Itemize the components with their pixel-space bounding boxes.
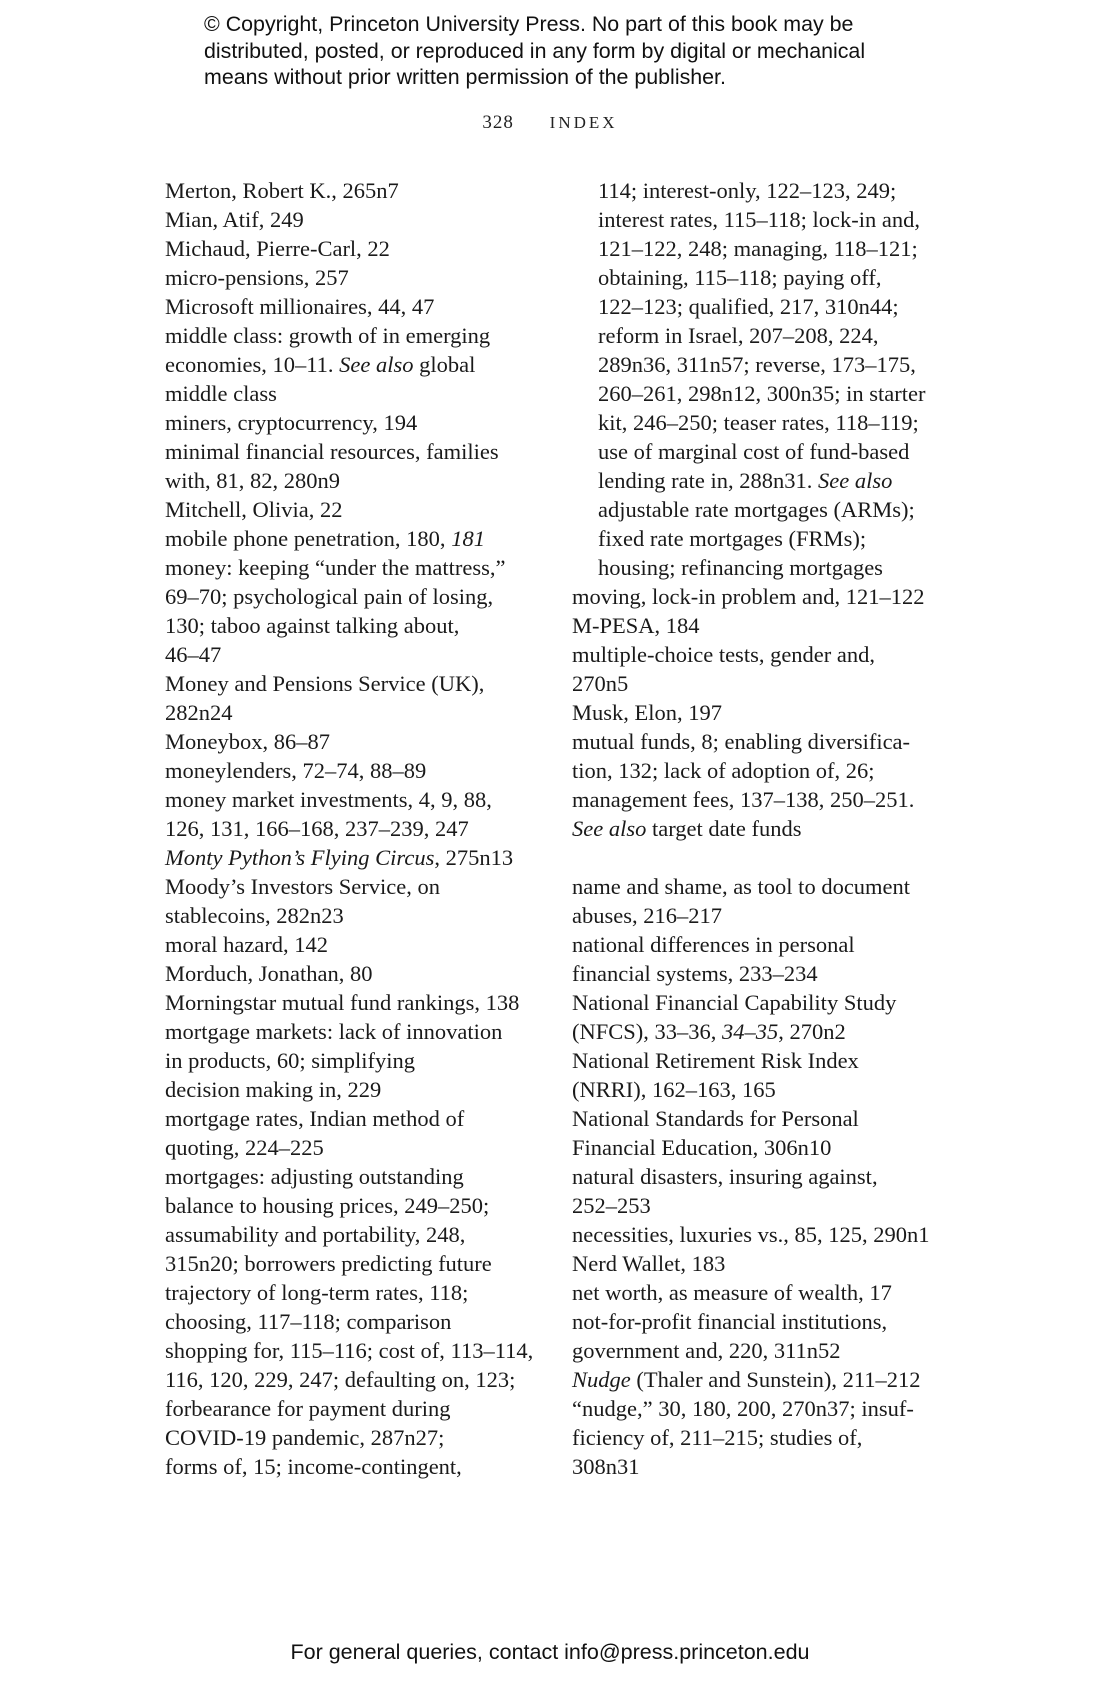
index-entry-line: net worth, as measure of wealth, 17 xyxy=(572,1280,892,1305)
index-entry xyxy=(572,727,972,843)
index-entry-line: not-for-profit financial institutions, xyxy=(572,1309,888,1334)
index-entry-line: (NRRI), 162–163, 165 xyxy=(572,1077,776,1102)
index-entry xyxy=(572,1220,972,1249)
index-entry xyxy=(165,1162,545,1481)
index-entry xyxy=(572,698,972,727)
index-entry xyxy=(572,1249,972,1278)
copyright-notice xyxy=(204,11,924,91)
index-entry-line: use of marginal cost of fund-based xyxy=(598,439,910,464)
index-entry-line: money: keeping “under the mattress,” xyxy=(165,555,506,580)
index-entry-line: minimal financial resources, families xyxy=(165,439,499,464)
index-entry xyxy=(165,553,545,669)
index-entry-line: fixed rate mortgages (FRMs); xyxy=(598,526,867,551)
index-entry-continuation xyxy=(572,176,972,582)
index-entry xyxy=(165,988,545,1017)
index-entry-line: adjustable rate mortgages (ARMs); xyxy=(598,497,915,522)
index-entry-line: 46–47 xyxy=(165,642,222,667)
index-entry-line: trajectory of long-term rates, 118; xyxy=(165,1280,469,1305)
index-entry xyxy=(572,1278,972,1307)
index-entry xyxy=(165,785,545,843)
index-entry-line: National Retirement Risk Index xyxy=(572,1048,859,1073)
index-entry-line: 114; interest-only, 122–123, 249; xyxy=(598,178,897,203)
index-entry-line: “nudge,” 30, 180, 200, 270n37; insuf- xyxy=(572,1396,914,1421)
index-entry-line: 126, 131, 166–168, 237–239, 247 xyxy=(165,816,469,841)
index-entry xyxy=(165,1104,545,1162)
index-entry-line: moral hazard, 142 xyxy=(165,932,329,957)
index-entry-line: reform in Israel, 207–208, 224, xyxy=(598,323,879,348)
index-entry-line: government and, 220, 311n52 xyxy=(572,1338,841,1363)
index-entry-line: multiple-choice tests, gender and, xyxy=(572,642,876,667)
index-entry-line: in products, 60; simplifying xyxy=(165,1048,415,1073)
index-entry xyxy=(165,756,545,785)
index-entry-line: shopping for, 115–116; cost of, 113–114, xyxy=(165,1338,534,1363)
index-entry xyxy=(165,669,545,727)
index-entry-line: Mitchell, Olivia, 22 xyxy=(165,497,343,522)
index-entry-line: financial systems, 233–234 xyxy=(572,961,818,986)
index-entry-line: interest rates, 115–118; lock-in and, xyxy=(598,207,920,232)
index-entry-line: Morningstar mutual fund rankings, 138 xyxy=(165,990,520,1015)
index-column-right xyxy=(572,176,972,1481)
index-entry xyxy=(165,1017,545,1104)
index-entry xyxy=(572,611,972,640)
index-entry-line: 252–253 xyxy=(572,1193,651,1218)
index-entry-line: ficiency of, 211–215; studies of, xyxy=(572,1425,863,1450)
index-entry-line: COVID-19 pandemic, 287n27; xyxy=(165,1425,445,1450)
index-entry-line: necessities, luxuries vs., 85, 125, 290n1 xyxy=(572,1222,930,1247)
index-entry-line: 130; taboo against talking about, xyxy=(165,613,460,638)
letter-gap xyxy=(572,843,972,872)
index-entry-line: Financial Education, 306n10 xyxy=(572,1135,832,1160)
index-entry xyxy=(165,292,545,321)
index-entry-line: obtaining, 115–118; paying off, xyxy=(598,265,882,290)
index-entry xyxy=(572,582,972,611)
index-entry xyxy=(572,930,972,988)
index-entry-line: mortgage markets: lack of innovation xyxy=(165,1019,503,1044)
index-entry-line: 260–261, 298n12, 300n35; in starter xyxy=(598,381,926,406)
index-entry-line: middle class xyxy=(165,381,277,406)
index-entry xyxy=(165,176,545,205)
index-entry-line: Microsoft millionaires, 44, 47 xyxy=(165,294,435,319)
index-entry-line: Merton, Robert K., 265n7 xyxy=(165,178,399,203)
index-entry-line: mutual funds, 8; enabling diversifica- xyxy=(572,729,911,754)
index-entry xyxy=(165,930,545,959)
index-entry-line: mobile phone penetration, 180, 181 xyxy=(165,526,485,551)
index-entry-line: management fees, 137–138, 250–251. xyxy=(572,787,915,812)
index-entry-line: mortgages: adjusting outstanding xyxy=(165,1164,464,1189)
index-entry xyxy=(572,640,972,698)
index-entry-line: miners, cryptocurrency, 194 xyxy=(165,410,418,435)
copyright-line: © Copyright, Princeton University Press. No part of this book may be xyxy=(204,12,854,36)
index-entry xyxy=(165,959,545,988)
index-entry-line: forbearance for payment during xyxy=(165,1396,451,1421)
index-entry-line: Money and Pensions Service (UK), xyxy=(165,671,485,696)
index-entry-line: natural disasters, insuring against, xyxy=(572,1164,878,1189)
index-entry-line: micro-pensions, 257 xyxy=(165,265,349,290)
index-entry xyxy=(165,437,545,495)
index-entry-line: 116, 120, 229, 247; defaulting on, 123; xyxy=(165,1367,516,1392)
index-entry xyxy=(165,872,545,930)
index-entry-line: Moody’s Investors Service, on xyxy=(165,874,440,899)
index-entry-line: Nudge (Thaler and Sunstein), 211–212 xyxy=(572,1367,921,1392)
index-entry-line: National Standards for Personal xyxy=(572,1106,859,1131)
footer-contact: For general queries, contact info@press.princeton.edu xyxy=(290,1640,810,1664)
index-entry xyxy=(572,1104,972,1162)
index-entry xyxy=(165,205,545,234)
index-entry-line: Michaud, Pierre-Carl, 22 xyxy=(165,236,390,261)
page-number: 328 xyxy=(482,112,514,133)
index-entry xyxy=(572,988,972,1046)
index-entry-line: 282n24 xyxy=(165,700,233,725)
index-entry xyxy=(165,408,545,437)
index-entry-line: economies, 10–11. See also global xyxy=(165,352,476,377)
index-entry-line: choosing, 117–118; comparison xyxy=(165,1309,452,1334)
index-entry-line: (NFCS), 33–36, 34–35, 270n2 xyxy=(572,1019,846,1044)
index-entry-line: tion, 132; lack of adoption of, 26; xyxy=(572,758,875,783)
index-entry-line: 315n20; borrowers predicting future xyxy=(165,1251,492,1276)
index-entry-line: moneylenders, 72–74, 88–89 xyxy=(165,758,427,783)
index-entry xyxy=(165,321,545,408)
index-entry-line: middle class: growth of in emerging xyxy=(165,323,491,348)
index-entry-line: M-PESA, 184 xyxy=(572,613,700,638)
index-entry-line: with, 81, 82, 280n9 xyxy=(165,468,341,493)
index-entry xyxy=(572,1365,972,1394)
index-entry xyxy=(165,727,545,756)
page-title: INDEX xyxy=(549,113,618,132)
index-entry-line: Mian, Atif, 249 xyxy=(165,207,304,232)
index-entry-line: assumability and portability, 248, xyxy=(165,1222,466,1247)
index-entry xyxy=(572,1307,972,1365)
index-entry-line: 289n36, 311n57; reverse, 173–175, xyxy=(598,352,916,377)
index-entry-line: name and shame, as tool to document xyxy=(572,874,911,899)
copyright-line: distributed, posted, or reproduced in any form by digital or mechanical xyxy=(204,38,866,63)
index-entry-line: 121–122, 248; managing, 118–121; xyxy=(598,236,918,261)
index-entry-line: money market investments, 4, 9, 88, xyxy=(165,787,492,812)
index-entry-line: 270n5 xyxy=(572,671,629,696)
index-entry-line: stablecoins, 282n23 xyxy=(165,903,344,928)
index-entry-line: Moneybox, 86–87 xyxy=(165,729,330,754)
index-entry-line: national differences in personal xyxy=(572,932,855,957)
index-entry-line: quoting, 224–225 xyxy=(165,1135,324,1160)
copyright-line: means without prior written permission of the publisher. xyxy=(204,65,726,89)
index-entry-line: moving, lock-in problem and, 121–122 xyxy=(572,584,925,609)
index-entry-line: Musk, Elon, 197 xyxy=(572,700,723,725)
index-entry-line: National Financial Capability Study xyxy=(572,990,897,1015)
index-entry xyxy=(165,263,545,292)
index-entry xyxy=(572,1394,972,1481)
index-entry-line: 69–70; psychological pain of losing, xyxy=(165,584,494,609)
index-entry-line: Nerd Wallet, 183 xyxy=(572,1251,726,1276)
index-entry xyxy=(165,234,545,263)
index-entry-line: mortgage rates, Indian method of xyxy=(165,1106,465,1131)
index-entry xyxy=(165,524,545,553)
index-entry xyxy=(165,495,545,524)
index-column-left xyxy=(165,176,545,1481)
index-entry-line: Morduch, Jonathan, 80 xyxy=(165,961,373,986)
index-entry-line: forms of, 15; income-contingent, xyxy=(165,1454,462,1479)
index-entry-line: 308n31 xyxy=(572,1454,640,1479)
index-entry-line: abuses, 216–217 xyxy=(572,903,722,928)
index-entry xyxy=(572,1046,972,1104)
index-entry-line: lending rate in, 288n31. See also xyxy=(598,468,893,493)
index-entry-line: housing; refinancing mortgages xyxy=(598,555,883,580)
index-entry-line: kit, 246–250; teaser rates, 118–119; xyxy=(598,410,919,435)
index-entry xyxy=(572,872,972,930)
index-entry-line: balance to housing prices, 249–250; xyxy=(165,1193,490,1218)
running-head xyxy=(0,112,1100,134)
index-entry xyxy=(165,843,545,872)
index-entry xyxy=(572,1162,972,1220)
index-entry-line: Monty Python’s Flying Circus, 275n13 xyxy=(165,845,514,870)
index-entry-line: decision making in, 229 xyxy=(165,1077,382,1102)
index-entry-line: See also target date funds xyxy=(572,816,802,841)
index-entry-line: 122–123; qualified, 217, 310n44; xyxy=(598,294,899,319)
